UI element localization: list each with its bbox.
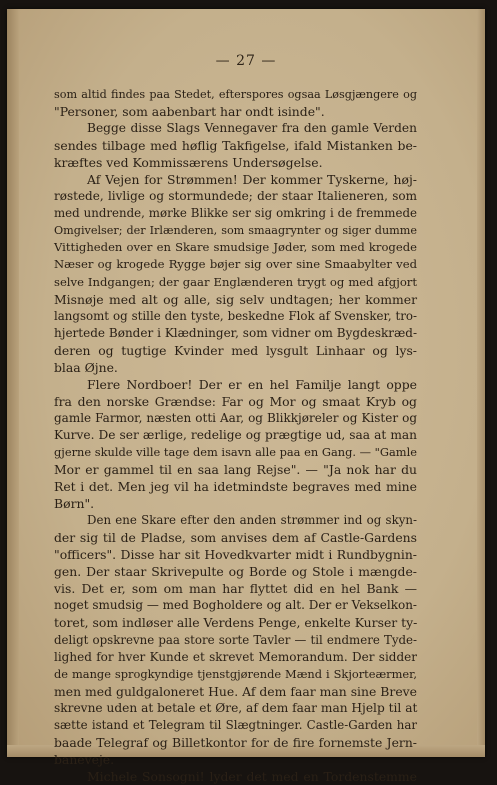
text-line: "officers". Disse har sit Hovedkvarter midt i Rundbygnin- xyxy=(54,547,417,563)
text-line: Begge disse Slags Vennegaver fra den gamle Verden xyxy=(87,121,417,136)
text-line: fra den norske Grændse: Far og Mor og smaat Kryb og xyxy=(54,393,417,409)
text-line: Misnøje med alt og alle, sig selv undtagen; her kommer xyxy=(54,291,417,307)
text-line: røstede, livlige og stormundede; der staar Italieneren, som xyxy=(54,189,417,204)
text-line: noget smudsig — med Bogholdere og alt. Der er Vekselkon- xyxy=(54,598,417,613)
text-line: de mange sprogkyndige tjenstgjørende Mænd i Skjorteærmer, xyxy=(54,666,417,681)
text-line: gamle Farmor, næsten otti Aar, og Blikkjøreler og Kister og xyxy=(54,410,417,425)
text-line: lighed for hver Kunde et skrevet Memorandum. Der sidder xyxy=(54,649,417,664)
text-line: vis. Det er, som om man har flyttet did en hel Bank — xyxy=(54,581,417,597)
text-line: med undrende, mørke Blikke ser sig omkring i de fremmede xyxy=(54,206,417,221)
text-line: Den ene Skare efter den anden strømmer ind og skyn- xyxy=(87,513,417,528)
text-line: Flere Nordboer! Der er en hel Familje langt oppe xyxy=(87,376,417,392)
text-line: der sig til de Pladse, som anvises dem af Castle-Gardens xyxy=(54,530,417,546)
text-line: deren og tugtige Kvinder med lysgult Linhaar og lys- xyxy=(54,342,417,358)
text-line: Næser og krogede Rygge bøjer sig over sine Smaabylter ved xyxy=(54,257,417,272)
text-line: deligt opskrevne paa store sorte Tavler — til endmere Tyde- xyxy=(54,632,417,647)
text-line: Mor er gammel til en saa lang Rejse". — "Ja nok har du xyxy=(54,462,417,478)
body-text xyxy=(54,86,417,785)
text-line: Børn". xyxy=(54,496,95,512)
text-line: kræftes ved Kommissærens Undersøgelse. xyxy=(54,155,323,171)
text-line: toret, som indløser alle Verdens Penge, enkelte Kurser ty- xyxy=(54,615,418,631)
text-line: "Personer, som aabenbart har ondt isinde". xyxy=(54,104,325,120)
text-line: Michele Sonsogni! lyder det med en Tordenstemme xyxy=(87,768,417,784)
text-line: Vittigheden over en Skare smudsige Jøder, som med krogede xyxy=(54,240,417,255)
page-binding-shadow xyxy=(7,9,19,757)
page-edge-right xyxy=(477,9,485,757)
text-line: som altid findes paa Stedet, efterspores ogsaa Løsgjængere og xyxy=(54,88,417,101)
text-line: Omgivelser; der Irlænderen, som smaagrynter og siger dumme xyxy=(54,224,417,238)
text-line: blaa Øjne. xyxy=(54,359,118,375)
text-line: selve Indgangen; der gaar Englænderen trygt og med afgjort xyxy=(54,274,417,289)
page-number: — 27 — xyxy=(215,53,277,69)
text-line: sendes tilbage med høflig Takfigelse, ifald Mistanken be- xyxy=(54,138,417,154)
text-line: langsomt og stille den tyste, beskedne Flok af Svensker, tro- xyxy=(54,308,417,323)
text-line: Kurve. De ser ærlige, redelige og prægtige ud, saa at man xyxy=(54,427,417,442)
text-line: gen. Der staar Skrivepulte og Borde og Stole i mængde- xyxy=(54,564,417,580)
text-line: baade Telegraf og Billetkontor for de fire fornemste Jern- xyxy=(54,734,417,750)
text-line: hjertede Bønder i Klædninger, som vidner om Bygdeskræd- xyxy=(54,325,417,340)
text-line: men med guldgaloneret Hue. Af dem faar man sine Breve xyxy=(54,683,417,699)
text-line: skrevne uden at betale et Øre, af dem faar man Hjelp til at xyxy=(54,700,418,715)
book-page xyxy=(7,9,485,784)
text-line: Ret i det. Men jeg vil ha idetmindste begraves med mine xyxy=(54,479,417,495)
text-line: sætte istand et Telegram til Slægtninger. Castle-Garden har xyxy=(54,717,417,732)
text-line: gjerne skulde ville tage dem isavn alle paa en Gang. — "Gamle xyxy=(54,444,417,459)
text-line: baneveje. xyxy=(54,751,115,767)
text-line: Af Vejen for Strømmen! Der kommer Tyskerne, høj- xyxy=(87,172,417,188)
